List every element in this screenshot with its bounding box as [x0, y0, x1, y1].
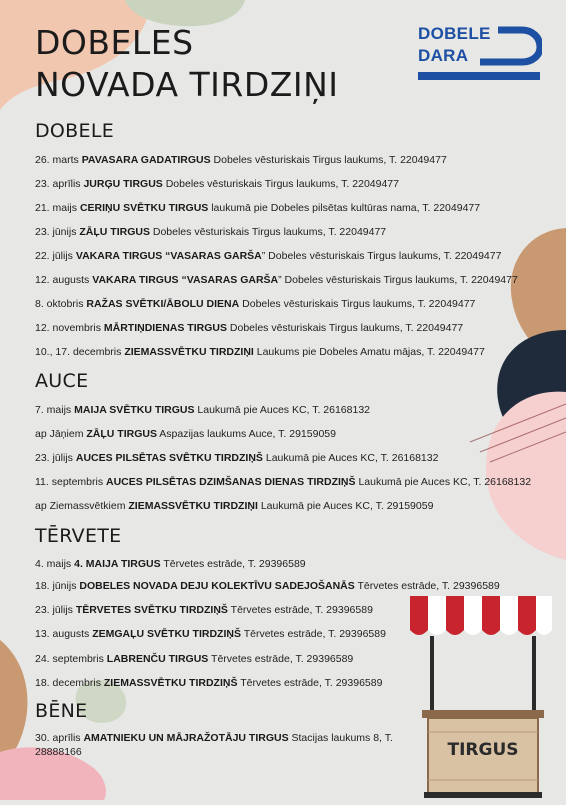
stall-sign: TIRGUS: [447, 740, 519, 760]
event-item: 4. maijs 4. MAIJA TIRGUS Tērvetes estrāde, T. 29396589: [35, 558, 306, 570]
event-item: 24. septembris LABRENČU TIRGUS Tērvetes estrāde, T. 29396589: [35, 653, 354, 665]
page-title-line-2: NOVADA TIRDZIŅI: [35, 65, 339, 104]
event-item: 26. marts PAVASARA GADATIRGUS Dobeles vēsturiskais Tirgus laukums, T. 22049477: [35, 154, 447, 166]
event-item: 7. maijs MAIJA SVĒTKU TIRGUS Laukumā pie Auces KC, T. 26168132: [35, 404, 370, 416]
event-item: ap Jāņiem ZĀĻU TIRGUS Aspazijas laukums Auce, T. 29159059: [35, 428, 336, 440]
section-title-tervete: TĒRVETE: [35, 525, 122, 547]
event-item: 21. maijs CERIŅU SVĒTKU TIRGUS laukumā pie Dobeles pilsētas kultūras nama, T. 22049477: [35, 202, 481, 214]
logo-text-line-2: DARA: [418, 46, 469, 65]
section-title-bene: BĒNE: [35, 700, 88, 722]
logo-mark-icon: [418, 24, 542, 86]
event-item: 23. aprīlis JURĢU TIRGUS Dobeles vēsturiskais Tirgus laukums, T. 22049477: [35, 178, 399, 190]
section-title-dobele: DOBELE: [35, 120, 115, 142]
page-title: [35, 22, 339, 106]
event-item: 11. septembris AUCES PILSĒTAS DZIMŠANAS DIENAS TIRDZIŅŠ Laukumā pie Auces KC, T. 26168132: [35, 476, 532, 488]
event-item: 23. jūlijs TĒRVETES SVĒTKU TIRDZIŅŠ Tērvetes estrāde, T. 29396589: [35, 604, 373, 616]
logo-text-line-1: DOBELE: [418, 24, 491, 43]
dobele-dara-logo: [418, 24, 542, 86]
market-stall-illustration: [408, 592, 558, 800]
event-item: 13. augusts ZEMGAĻU SVĒTKU TIRDZIŅŠ Tērvetes estrāde, T. 29396589: [35, 628, 386, 640]
event-item: 12. augusts VAKARA TIRGUS “VASARAS GARŠA” Dobeles vēsturiskais Tirgus laukums, T. 22049477: [35, 274, 518, 286]
page-title-line-1: DOBELES: [35, 23, 194, 62]
event-item: 12. novembris MĀRTIŅDIENAS TIRGUS Dobeles vēsturiskais Tirgus laukums, T. 22049477: [35, 322, 464, 334]
section-title-auce: AUCE: [35, 370, 89, 392]
event-item: 30. aprīlis AMATNIEKU UN MĀJRAŽOTĀJU TIRGUS Stacijas laukums 8, T. 28888166: [35, 732, 393, 758]
market-stall-icon: [408, 592, 558, 800]
event-item: 10., 17. decembris ZIEMASSVĒTKU TIRDZIŅI Laukums pie Dobeles Amatu mājas, T. 22049477: [35, 346, 485, 358]
event-item: ap Ziemassvētkiem ZIEMASSVĒTKU TIRDZIŅI Laukumā pie Auces KC, T. 29159059: [35, 500, 434, 512]
event-item: 8. oktobris RAŽAS SVĒTKI/ĀBOLU DIENA Dobeles vēsturiskais Tirgus laukums, T. 22049477: [35, 298, 476, 310]
event-item: 23. jūnijs ZĀĻU TIRGUS Dobeles vēsturiskais Tirgus laukums, T. 22049477: [35, 226, 387, 238]
event-item: 18. jūnijs DOBELES NOVADA DEJU KOLEKTĪVU SADEJOŠANĀS Tērvetes estrāde, T. 29396589: [35, 580, 500, 592]
event-item: 23. jūlijs AUCES PILSĒTAS SVĒTKU TIRDZIŅŠ Laukumā pie Auces KC, T. 26168132: [35, 452, 439, 464]
event-item: 18. decembris ZIEMASSVĒTKU TIRDZIŅŠ Tērvetes estrāde, T. 29396589: [35, 677, 383, 689]
event-item: 22. jūlijs VAKARA TIRGUS “VASARAS GARŠA” Dobeles vēsturiskais Tirgus laukums, T. 22049477: [35, 250, 502, 262]
